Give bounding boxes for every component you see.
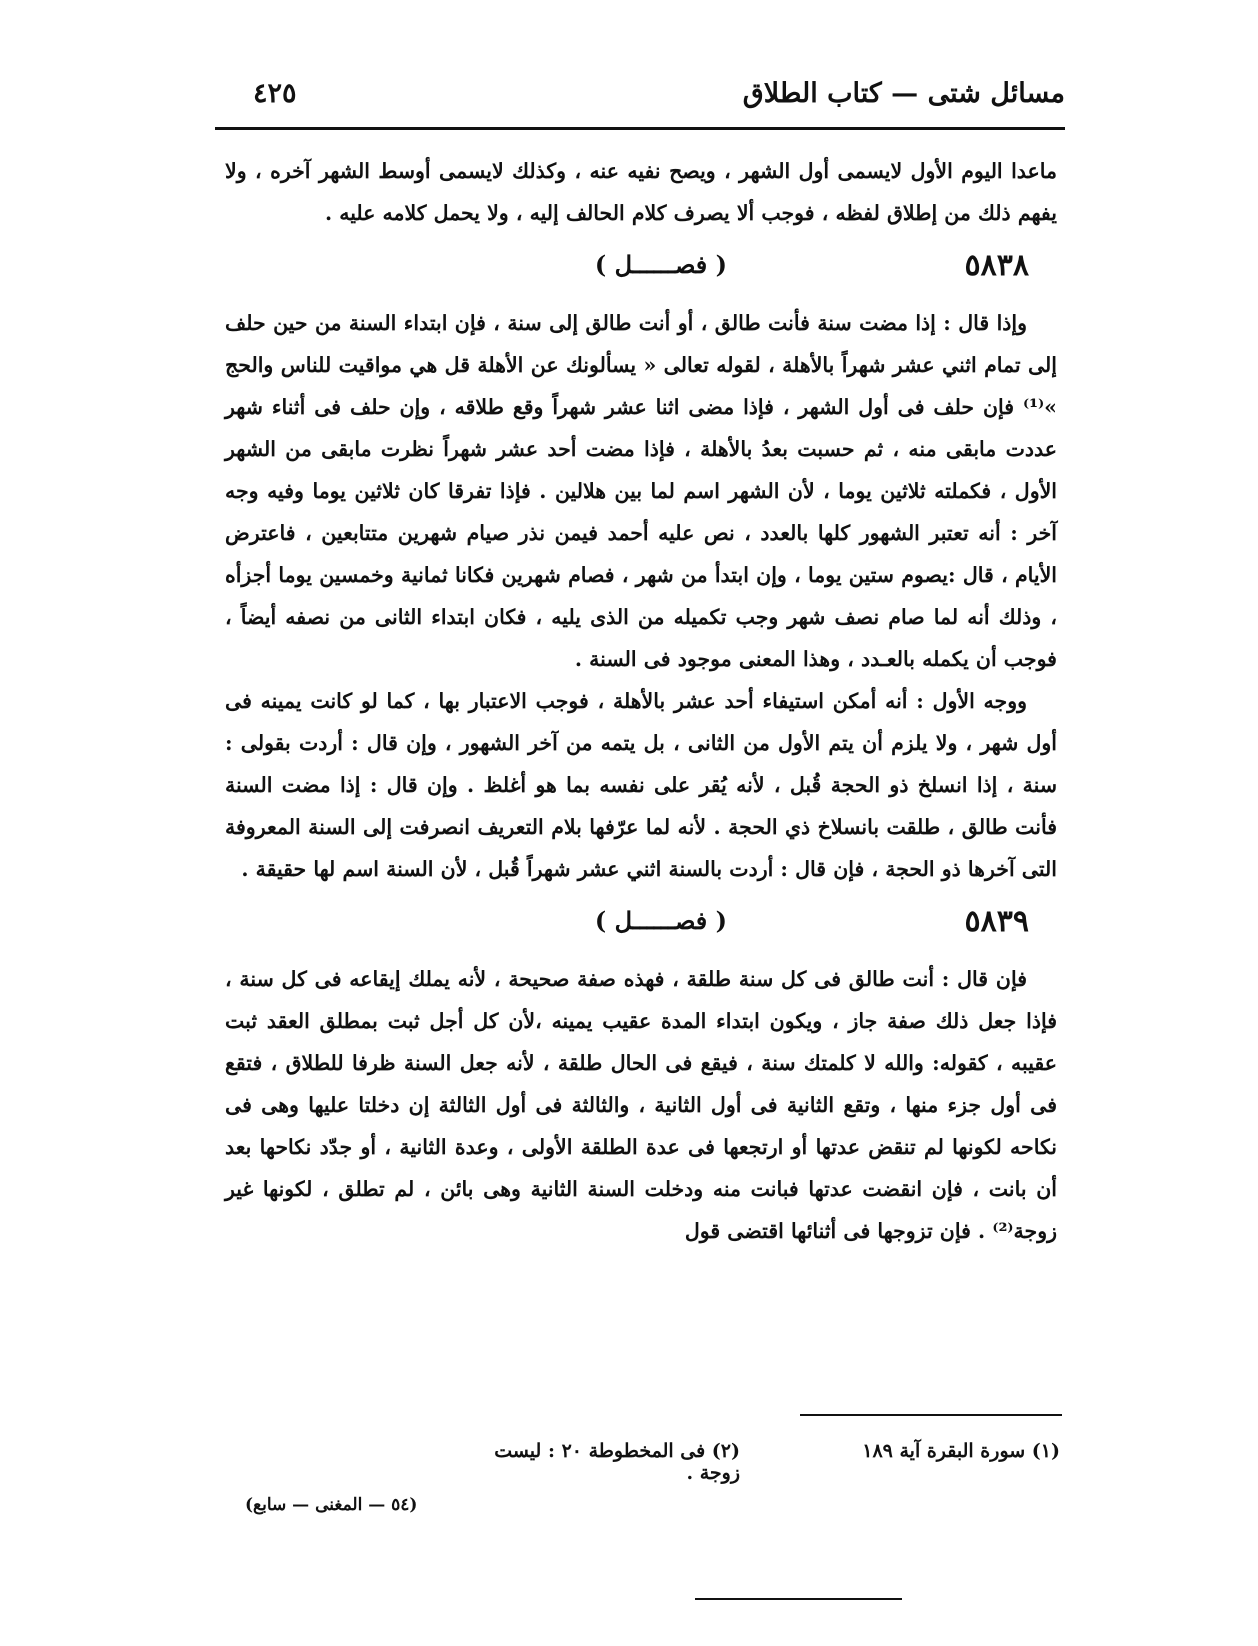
section-title: ( فصــــــل )	[594, 250, 727, 279]
section-number: ٥٨٣٩	[964, 904, 1029, 939]
page-body	[225, 150, 1057, 1252]
section-heading-5839	[225, 898, 1057, 954]
paragraph: فإن قال : أنت طالق فى كل سنة طلقة ، فهذه صفة صحيحة ، لأنه يملك إيقاعه فى كل سنة ، فإذا جعل ذلك صفة جاز ، ويكون ابتداء المدة عقيب يمينه ،لأن كل أجل ثبت بمطلق العقد ثبت عقيبه ، كقوله: والله لا كلمتك سنة ، فيقع فى الحال طلقة ، لأنه جعل السنة ظرفا للطلاق ، فتقع فى أول جزء منها ، وتقع الثانية فى أول الثانية ، والثالثة فى أول الثالثة إن دخلتا عليها وهى فى نكاحه لكونها لم تنقض عدتها أو ارتجعها فى عدة الطلقة الأولى ، وعدة الثانية ، أو جدّد نكاحها بعد أن بانت ، فإن انقضت عدتها فبانت منه ودخلت السنة الثانية وهى بائن ، لم تطلق ، لكونها غير زوجة⁽²⁾ . فإن تزوجها فى أثنائها اقتضى قول	[225, 967, 1057, 1243]
header-rule	[215, 127, 1065, 130]
paragraph-continuation: ماعدا اليوم الأول لايسمى أول الشهر ، ويصح نفيه عنه ، وكذلك لايسمى أوسط الشهر آخره ، ولا يفهم ذلك من إطلاق لفظه ، فوجب ألا يصرف كلام الحالف إليه ، ولا يحمل كلامه عليه .	[225, 159, 1057, 225]
paragraph: وإذا قال : إذا مضت سنة فأنت طالق ، أو أنت طالق إلى سنة ، فإن ابتداء السنة من حين حلف إلى تمام اثني عشر شهراً بالأهلة ، لقوله تعالى « يسألونك عن الأهلة قل هي مواقيت للناس والحج »⁽¹⁾ فإن حلف فى أول الشهر ، فإذا مضى اثنا عشر شهراً وقع طلاقه ، وإن حلف فى أثناء شهر عددت مابقى منه ، ثم حسبت بعدُ بالأهلة ، فإذا مضت أحد عشر شهراً نظرت مابقى من الشهر الأول ، فكملته ثلاثين يوما ، لأن الشهر اسم لما بين هلالين . فإذا تفرقا كان ثلاثين يوما وفيه وجه آخر : أنه تعتبر الشهور كلها بالعدد ، نص عليه أحمد فيمن نذر صيام شهرين متتابعين ، فاعترض الأيام ، قال :يصوم ستين يوما ، وإن ابتدأ من شهر ، فصام شهرين فكانا ثمانية وخمسين يوما أجزأه ، وذلك أنه لما صام نصف شهر وجب تكميله من الذى يليه ، فكان ابتداء الثانى من نصفه أيضاً ، فوجب أن يكمله بالعـدد ، وهذا المعنى موجود فى السنة .	[225, 311, 1057, 671]
bottom-rule	[695, 1598, 902, 1600]
footnote-1: (١) سورة البقرة آية ١٨٩	[862, 1440, 1060, 1462]
running-header	[215, 78, 1065, 122]
printer-signature: (٥٤ — المغنى — سابع)	[245, 1495, 418, 1515]
page-number: ٤٢٥	[253, 78, 297, 109]
running-title: مسائل شتى — كتاب الطلاق	[742, 78, 1065, 109]
footnote-2: (٢) فى المخطوطة ٢٠ : ليست زوجة .	[494, 1440, 740, 1484]
section-title: ( فصــــــل )	[594, 906, 727, 935]
paragraph: ووجه الأول : أنه أمكن استيفاء أحد عشر بالأهلة ، فوجب الاعتبار بها ، كما لو كانت يمينه فى أول شهر ، ولا يلزم أن يتم الأول من الثانى ، بل يتمه من آخر الشهور ، وإن قال : أردت بقولى : سنة ، إذا انسلخ ذو الحجة قُبل ، لأنه يُقر على نفسه بما هو أغلظ . وإن قال : إذا مضت السنة فأنت طالق ، طلقت بانسلاخ ذي الحجة . لأنه لما عرّفها بلام التعريف انصرفت إلى السنة المعروفة التى آخرها ذو الحجة ، فإن قال : أردت بالسنة اثني عشر شهراً قُبل ، لأن السنة اسم لها حقيقة .	[225, 689, 1057, 881]
section-heading-5838	[225, 242, 1057, 298]
footnotes	[470, 1440, 1060, 1484]
section-number: ٥٨٣٨	[964, 248, 1029, 283]
footnote-rule	[800, 1414, 1062, 1416]
